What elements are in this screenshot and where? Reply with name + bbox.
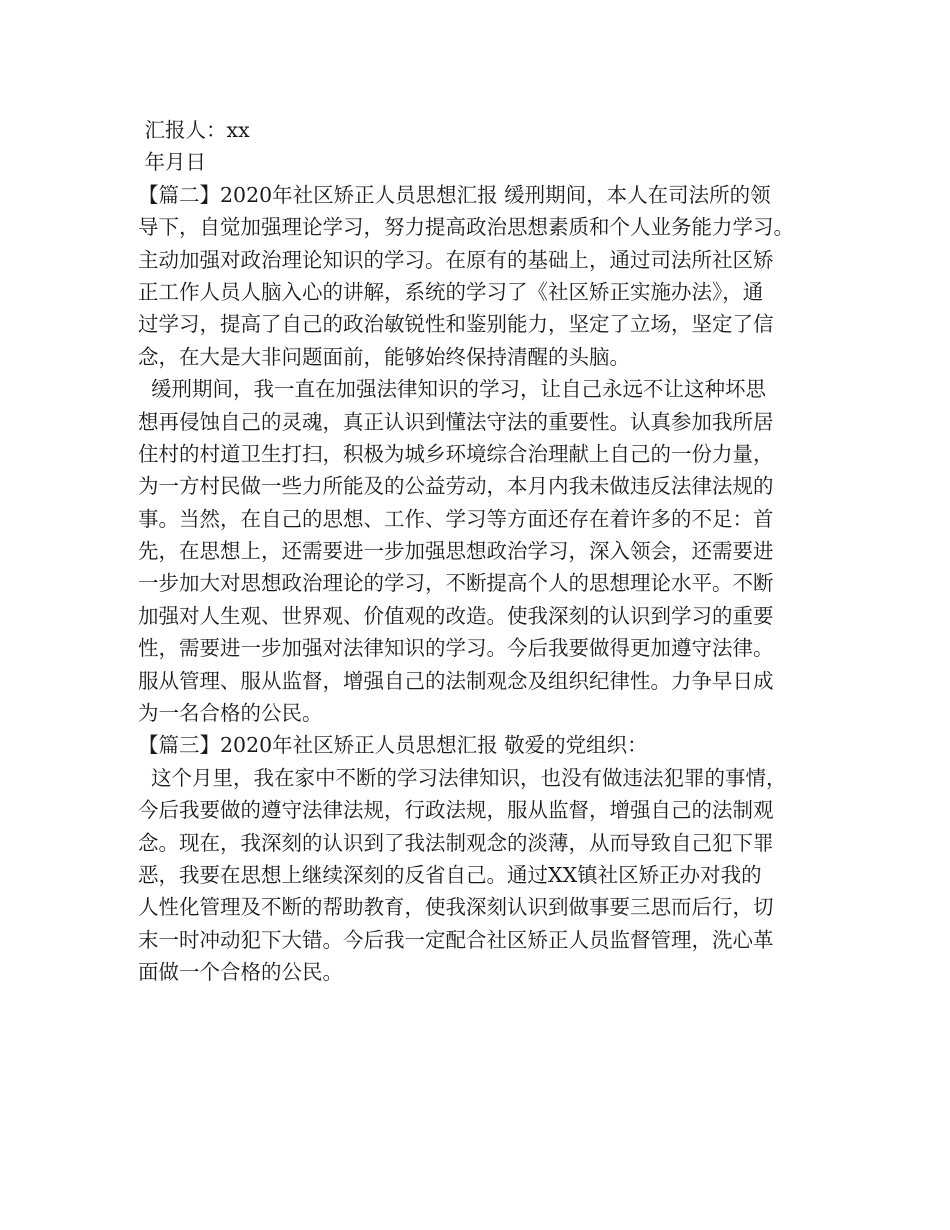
date-line: 年月日 — [138, 150, 207, 175]
text-line: 服从管理、服从监督，增强自己的法制观念及组织纪律性。力争早日成 — [138, 668, 774, 693]
text-line: 末一时冲动犯下大错。今后我一定配合社区矫正人员监督管理，洗心革 — [138, 927, 774, 952]
section-two-heading-line: 【篇二】2020年社区矫正人员思想汇报 缓刑期间，本人在司法所的领 — [138, 182, 771, 207]
text-line: 念。现在，我深刻的认识到了我法制观念的淡薄，从而导致自己犯下罪 — [138, 830, 774, 855]
text-line: 想再侵蚀自己的灵魂，真正认识到懂法守法的重要性。认真参加我所居 — [138, 409, 774, 434]
text-line: 性，需要进一步加强对法律知识的学习。今后我要做得更加遵守法律。 — [138, 636, 774, 661]
text-line: 面做一个合格的公民。 — [138, 960, 343, 985]
text-line: 为一方村民做一些力所能及的公益劳动，本月内我未做违反法律法规的 — [138, 474, 774, 499]
text-line: 念，在大是大非问题面前，能够始终保持清醒的头脑。 — [138, 344, 630, 369]
text-line: 这个月里，我在家中不断的学习法律知识，也没有做违法犯罪的事情， — [138, 765, 787, 790]
document-body — [138, 114, 838, 989]
text-line: 过学习，提高了自己的政治敏锐性和鉴别能力，坚定了立场，坚定了信 — [138, 312, 774, 337]
section-three-heading-line: 【篇三】2020年社区矫正人员思想汇报 敬爱的党组织： — [138, 733, 648, 758]
text-line: 导下，自觉加强理论学习，努力提高政治思想素质和个人业务能力学习。 — [138, 215, 794, 240]
text-line: 先，在思想上，还需要进一步加强思想政治学习，深入领会，还需要进 — [138, 539, 774, 564]
text-line: 住村的村道卫生打扫，积极为城乡环境综合治理献上自己的一份力量， — [138, 441, 774, 466]
text-line: 人性化管理及不断的帮助教育，使我深刻认识到做事要三思而后行，切 — [138, 895, 774, 920]
text-line: 恶，我要在思想上继续深刻的反省自己。通过XX镇社区矫正办对我的 — [138, 862, 762, 887]
text-line: 今后我要做的遵守法律法规，行政法规，服从监督，增强自己的法制观 — [138, 798, 774, 823]
text-line: 事。当然，在自己的思想、工作、学习等方面还存在着许多的不足：首 — [138, 506, 774, 531]
reporter-line: 汇报人：xx — [138, 118, 250, 142]
text-line: 一步加大对思想政治理论的学习，不断提高个人的思想理论水平。不断 — [138, 571, 774, 596]
text-line: 加强对人生观、世界观、价值观的改造。使我深刻的认识到学习的重要 — [138, 603, 774, 628]
text-line: 缓刑期间，我一直在加强法律知识的学习，让自己永远不让这种坏思 — [138, 377, 767, 402]
text-line: 主动加强对政治理论知识的学习。在原有的基础上，通过司法所社区矫 — [138, 247, 774, 272]
text-line: 正工作人员人脑入心的讲解，系统的学习了《社区矫正实施办法》，通 — [138, 279, 764, 304]
text-line: 为一名合格的公民。 — [138, 701, 323, 726]
